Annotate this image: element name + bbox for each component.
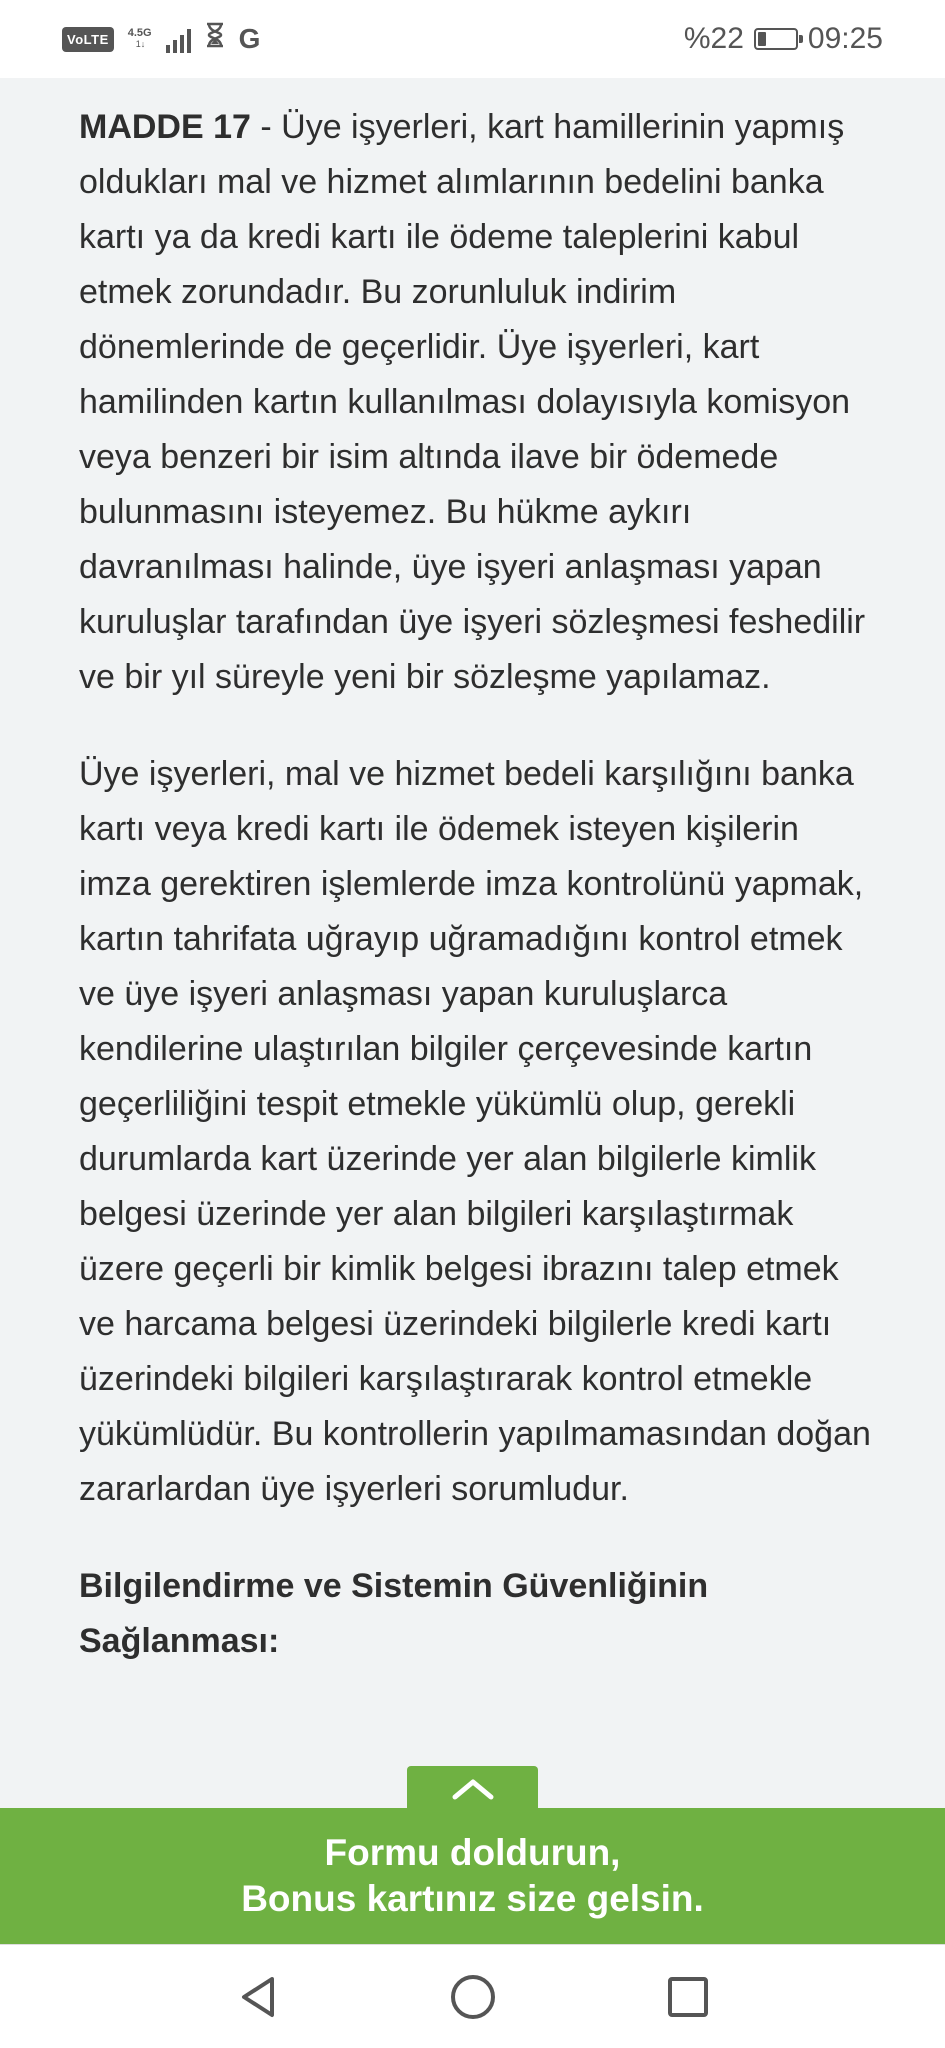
status-right-group (684, 22, 883, 56)
signal-icon (166, 25, 191, 53)
paragraph-1-body: - Üye işyerleri, kart hamillerinin yapmış oldukları mal ve hizmet alımlarının bedelini banka kartı ya da kredi kartı ile ödeme taleplerini kabul etmek zorundadır. Bu zorunluluk indirim dönemlerinde de geçerlidir. Üye işyerleri, kart hamilinden kartın kullanılması dolayısıyla komisyon veya benzeri bir isim altında ilave bir ödemede bulunmasını isteyemez. Bu hükme aykırı davranılması halinde, üye işyeri anlaşması yapan kuruluşlar tarafından üye işyeri sözleşmesi feshedilir ve bir yıl süreyle yeni bir sözleşme yapılamaz. (79, 108, 866, 696)
article-paragraph-2: Üye işyerleri, mal ve hizmet bedeli karşılığını banka kartı veya kredi kartı ile ödemek isteyen kişilerin imza gerektiren işlemlerde imza kontrolünü yapmak, kartın tahrifata uğrayıp uğramadığını kontrol etmek ve üye işyeri anlaşması yapan kuruluşlarca kendilerine ulaştırılan bilgiler çerçevesinde kartın geçerliliğini tespit etmekle yükümlü olup, gerekli durumlarda kart üzerinde yer alan bilgilerle kimlik belgesi üzerinde yer alan bilgileri karşılaştırmak üzere geçerli bir kimlik belgesi ibrazını talep etmek ve harcama belgesi üzerindeki bilgilerle kredi kartı üzerindeki bilgileri karşılaştırarak kontrol etmekle yükümlüdür. Bu kontrollerin yapılmamasından doğan zararlardan üye işyerleri sorumludur. (79, 755, 871, 1508)
battery-icon (754, 28, 798, 50)
network-type-icon (128, 28, 152, 50)
section-heading: Bilgilendirme ve Sistemin Güvenliğinin Sağlanması: (79, 1567, 709, 1660)
madde-label: MADDE 17 (79, 108, 251, 146)
recents-square-icon (666, 1975, 710, 2019)
article-paragraph-1 (79, 100, 879, 705)
volte-icon: VoLTE (62, 27, 114, 52)
chevron-up-icon (451, 1777, 495, 1801)
g-network-icon: G (238, 23, 261, 54)
back-triangle-icon (236, 1973, 280, 2021)
navigation-bar (0, 1944, 945, 2048)
network-type-label: 4.5G (127, 27, 152, 39)
home-circle-icon (449, 1973, 497, 2021)
clock: 09:25 (807, 22, 883, 55)
banner-toggle-button[interactable] (407, 1766, 538, 1812)
status-bar (0, 0, 945, 78)
back-button[interactable] (228, 1967, 288, 2027)
battery-percent: %22 (683, 22, 744, 55)
network-sub-label: 1↓ (135, 39, 146, 49)
status-left-group (62, 22, 260, 56)
article-content (79, 100, 879, 1669)
promo-banner-line-2: Bonus kartınız size gelsin. (241, 1878, 704, 1919)
home-button[interactable] (443, 1967, 503, 2027)
recents-button[interactable] (658, 1967, 718, 2027)
promo-banner-line-1: Formu doldurun, (324, 1832, 621, 1873)
promo-banner[interactable] (0, 1808, 945, 1944)
battery-fill (758, 32, 766, 46)
hourglass-icon (205, 22, 225, 56)
